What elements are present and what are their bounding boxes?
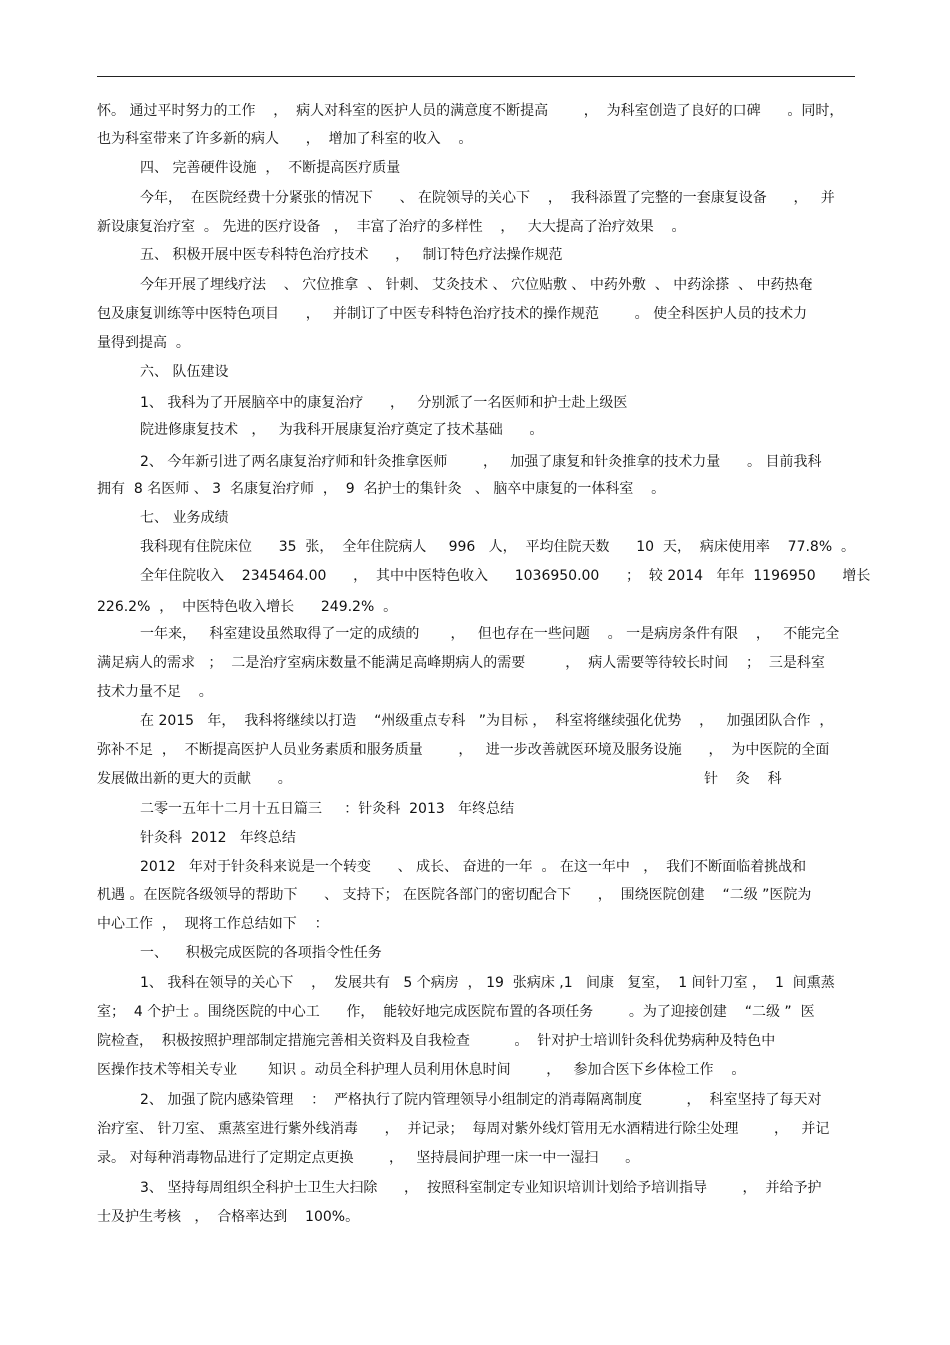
signature-department: 针 灸 科 [704, 771, 782, 787]
text-line: 今年开展了埋线疗法 、 穴位推拿 、 针刺、 艾灸技术 、 穴位贴敷 、 中药外敷 、 中药涂搽 、 中药热奄 [140, 277, 813, 293]
text-line: 1、 我科在领导的关心下 ， 发展共有 5 个病房 ， 19 张病床 ,1 间康 复室， 1 间针刀室 ， 1 间熏蒸 [140, 975, 835, 991]
text-line: 医操作技术等相关专业 知识 。动员全科护理人员利用休息时间 ， 参加合医下乡体检工作 。 [97, 1062, 746, 1078]
text-line: 2、 今年新引进了两名康复治疗师和针灸推拿医师 ， 加强了康复和针灸推拿的技术力量 。 目前我科 [140, 454, 822, 470]
section-heading: 五、 积极开展中医专科特色治疗技术 ， 制订特色疗法操作规范 [140, 247, 563, 263]
document-title: 针灸科 2012 年终总结 [140, 830, 296, 846]
text-line: 今年， 在医院经费十分紧张的情况下 、 在院领导的关心下 ， 我科添置了完整的一套康复设备 ， 并 [140, 190, 835, 206]
text-line: 治疗室、 针刀室、 熏蒸室进行紫外线消毒 ， 并记录； 每周对紫外线灯管用无水酒精进行除尘处理 ， 并记 [97, 1121, 830, 1137]
text-line: 士及护生考核 ， 合格率达到 100%。 [97, 1209, 360, 1225]
text-line: 2012 年对于针灸科来说是一个转变 、 成长、 奋进的一年 。 在这一年中 ， 我们不断面临着挑战和 [140, 859, 807, 875]
text-line: 也为科室带来了许多新的病人 ， 增加了科室的收入 。 [97, 131, 473, 147]
text-line: 二零一五年十二月十五日篇三 ：针灸科 2013 年终总结 [140, 801, 515, 817]
text-line: 量得到提高 。 [97, 335, 190, 351]
text-line: 包及康复训练等中医特色项目 ， 并制订了中医专科特色治疗技术的操作规范 。 使全科医护人员的技术力 [97, 306, 808, 322]
text-line: 弥补不足 ， 不断提高医护人员业务素质和服务质量 ， 进一步改善就医环境及服务设施 ， 为中医院的全面 [97, 742, 830, 758]
text-line: 技术力量不足 。 [97, 684, 213, 700]
section-heading: 六、 队伍建设 [140, 364, 229, 380]
text-line: 我科现有住院床位 35 张， 全年住院病人 996 人， 平均住院天数 10 天， 病床使用率 77.8% 。 [140, 539, 856, 555]
text-line: 中心工作 ， 现将工作总结如下 ： [97, 916, 329, 932]
text-line: 院检查， 积极按照护理部制定措施完善相关资料及自我检查 。 针对护士培训针灸科优势病种及特色中 [97, 1033, 776, 1049]
text-line: 拥有 8 名医师 、 3 名康复治疗师 ， 9 名护士的集针灸 、 脑卒中康复的一体科室 。 [97, 481, 666, 497]
text-line: 机遇 。在医院各级领导的帮助下 、 支持下； 在医院各部门的密切配合下 ， 围绕医院创建 “二级 ”医院为 [97, 887, 812, 903]
text-line: 发展做出新的更大的贡献 。 [97, 771, 292, 787]
section-heading: 七、 业务成绩 [140, 510, 229, 526]
text-line: 院进修康复技术 ， 为我科开展康复治疗奠定了技术基础 。 [140, 422, 544, 438]
text-line: 1、 我科为了开展脑卒中的康复治疗 ， 分别派了一名医师和护士赴上级医 [140, 395, 628, 411]
text-line: 2、 加强了院内感染管理 ： 严格执行了院内管理领导小组制定的消毒隔离制度 ， 科室坚持了每天对 [140, 1092, 822, 1108]
text-line: 满足病人的需求 ； 二是治疗室病床数量不能满足高峰期病人的需要 ， 病人需要等待较长时间 ； 三是科室 [97, 655, 825, 671]
text-line: 3、 坚持每周组织全科护士卫生大扫除 ， 按照科室制定专业知识培训计划给予培训指导 ， 并给予护 [140, 1180, 822, 1196]
text-line: 录。 对每种消毒物品进行了定期定点更换 ， 坚持晨间护理一床一中一湿扫 。 [97, 1150, 640, 1166]
text-line: 新设康复治疗室 。 先进的医疗设备 ， 丰富了治疗的多样性 ， 大大提高了治疗效果 。 [97, 219, 686, 235]
section-heading: 一、 积极完成医院的各项指令性任务 [140, 945, 382, 961]
text-line: 怀。 通过平时努力的工作 ， 病人对科室的医护人员的满意度不断提高 ， 为科室创造了良好的口碑 。同时， [97, 103, 844, 119]
text-line: 室； 4 个护士 。围绕医院的中心工 作， 能较好地完成医院布置的各项任务 。为了迎接创建 “二级 ” 医 [97, 1004, 815, 1020]
text-line: 全年住院收入 2345464.00 ， 其中中医特色收入 1036950.00 ； 较 2014 年年 1196950 增长 [140, 568, 871, 584]
header-rule [97, 76, 855, 77]
section-heading: 四、 完善硬件设施 ， 不断提高医疗质量 [140, 160, 401, 176]
text-line: 226.2% ， 中医特色收入增长 249.2% 。 [97, 599, 398, 615]
text-line: 一年来， 科室建设虽然取得了一定的成绩的 ， 但也存在一些问题 。 一是病房条件有限 ， 不能完全 [140, 626, 840, 642]
text-line: 在 2015 年， 我科将继续以打造 “州级重点专科 ”为目标 ， 科室将继续强化优势 ， 加强团队合作 ， [140, 713, 834, 729]
